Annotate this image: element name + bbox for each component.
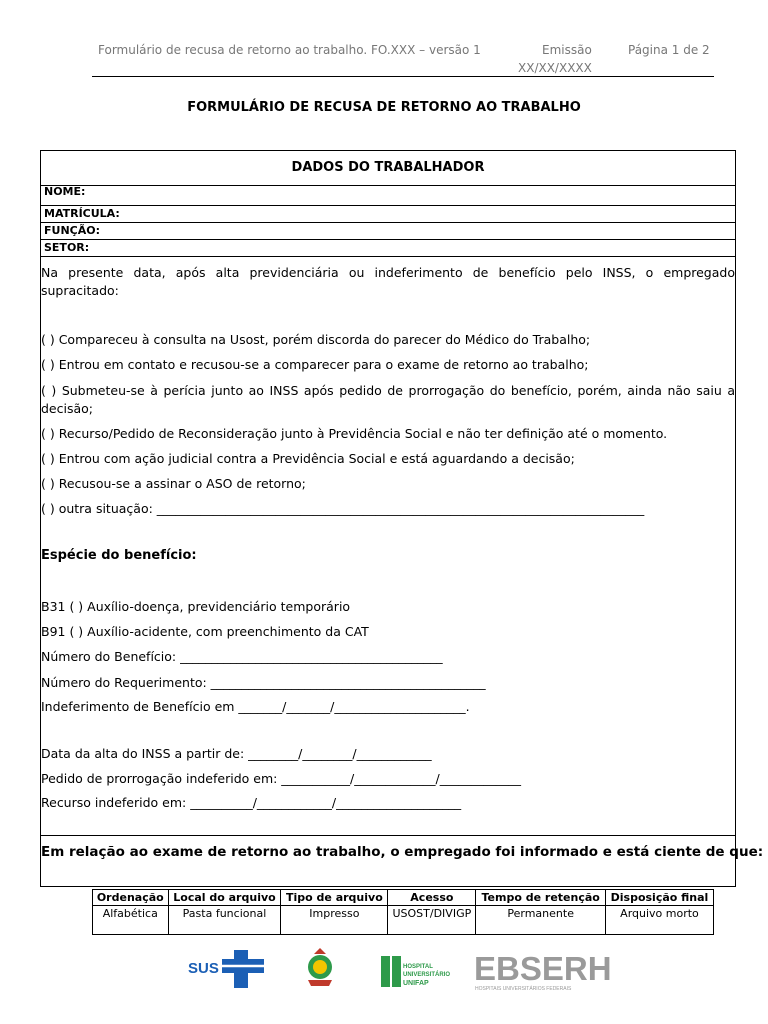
col-location: Local do arquivo — [168, 890, 281, 906]
appeal-denied-date[interactable]: Recurso indeferido em: __________/____________/____________________ — [41, 795, 462, 810]
denial-date[interactable]: Indeferimento de Benefício em _______/_______/_____________________. — [41, 699, 470, 714]
col-type: Tipo de arquivo — [281, 890, 388, 906]
col-access: Acesso — [388, 890, 476, 906]
hospital-text-3: UNIFAP — [403, 980, 429, 987]
ebserh-text: EBSERH — [474, 950, 612, 987]
hospital-building-icon — [381, 956, 390, 987]
benefit-b91[interactable]: B91 ( ) Auxílio-acidente, com preenchimento da CAT — [41, 624, 369, 639]
request-number[interactable]: Número do Requerimento: ____________________________________________ — [41, 675, 486, 690]
closing-statement: Em relação ao exame de retorno ao trabalho, o empregado foi informado e está ciente de que: — [41, 835, 735, 860]
hospital-text-2: UNIVERSITÁRIO — [403, 972, 451, 978]
field-registration[interactable]: MATRÍCULA: — [41, 206, 735, 223]
ebserh-subtitle: HOSPITAIS UNIVERSITÁRIOS FEDERAIS — [475, 986, 572, 992]
col-disposition: Disposição final — [605, 890, 713, 906]
emission-label: Emissão — [542, 43, 592, 57]
field-name[interactable]: NOME: — [41, 185, 735, 206]
worker-data-box — [40, 150, 764, 887]
sus-cross-icon — [222, 950, 264, 988]
document-control-table — [92, 889, 714, 935]
sus-logo — [188, 950, 264, 988]
section-heading: DADOS DO TRABALHADOR — [41, 151, 735, 186]
cell-disposition: Arquivo morto — [605, 906, 713, 935]
intro-paragraph: Na presente data, após alta previdenciária ou indeferimento de benefício pelo INSS, o empregado supracitado: — [41, 265, 735, 298]
hospital-text-1: HOSPITAL — [403, 964, 433, 970]
col-retention: Tempo de retenção — [476, 890, 606, 906]
sus-logo-text: SUS — [188, 960, 219, 977]
benefit-heading: Espécie do benefício: — [41, 548, 197, 563]
footer-logos — [0, 940, 768, 1000]
coat-of-arms-logo — [308, 948, 332, 986]
cell-access: USOST/DIVIGP — [388, 906, 476, 935]
form-title: FORMULÁRIO DE RECUSA DE RETORNO AO TRABALHO — [187, 100, 581, 115]
doc-title: Formulário de recusa de retorno ao trabalho. FO.XXX – versão 1 — [98, 43, 481, 57]
field-role[interactable]: FUNÇÃO: — [41, 223, 735, 240]
cell-location: Pasta funcional — [168, 906, 281, 935]
option-1[interactable]: ( ) Compareceu à consulta na Usost, porém discorda do parecer do Médico do Trabalho; — [41, 332, 591, 347]
page-number: Página 1 de 2 — [628, 43, 710, 57]
hospital-unifap-logo — [381, 956, 450, 987]
ebserh-logo — [474, 950, 612, 992]
option-5[interactable]: ( ) Entrou com ação judicial contra a Previdência Social e está aguardando a decisão; — [41, 451, 575, 466]
cell-type: Impresso — [281, 906, 388, 935]
benefit-number[interactable]: Número do Benefício: __________________________________________ — [41, 649, 443, 664]
option-6[interactable]: ( ) Recusou-se a assinar o ASO de retorno; — [41, 476, 306, 491]
page-header — [92, 42, 714, 77]
logos-svg — [0, 940, 768, 1000]
option-other[interactable]: ( ) outra situação: ______________________________________________________________________________ — [41, 501, 645, 516]
option-3[interactable]: ( ) Submeteu-se à perícia junto ao INSS após pedido de prorrogação do benefício, porém, ainda não saiu a decisão; — [41, 383, 735, 416]
discharge-date[interactable]: Data da alta do INSS a partir de: ________/________/____________ — [41, 746, 432, 761]
extension-denied-date[interactable]: Pedido de prorrogação indeferido em: ___________/_____________/_____________ — [41, 771, 521, 786]
option-2[interactable]: ( ) Entrou em contato e recusou-se a comparecer para o exame de retorno ao trabalho; — [41, 357, 589, 372]
option-4[interactable]: ( ) Recurso/Pedido de Reconsideração junto à Previdência Social e não ter definição até o momento. — [41, 426, 668, 441]
cell-order: Alfabética — [93, 906, 169, 935]
benefit-b31[interactable]: B31 ( ) Auxílio-doença, previdenciário temporário — [41, 599, 351, 614]
emission-value: XX/XX/XXXX — [518, 61, 592, 75]
col-order: Ordenação — [93, 890, 169, 906]
cell-retention: Permanente — [476, 906, 606, 935]
field-sector[interactable]: SETOR: — [41, 240, 735, 257]
